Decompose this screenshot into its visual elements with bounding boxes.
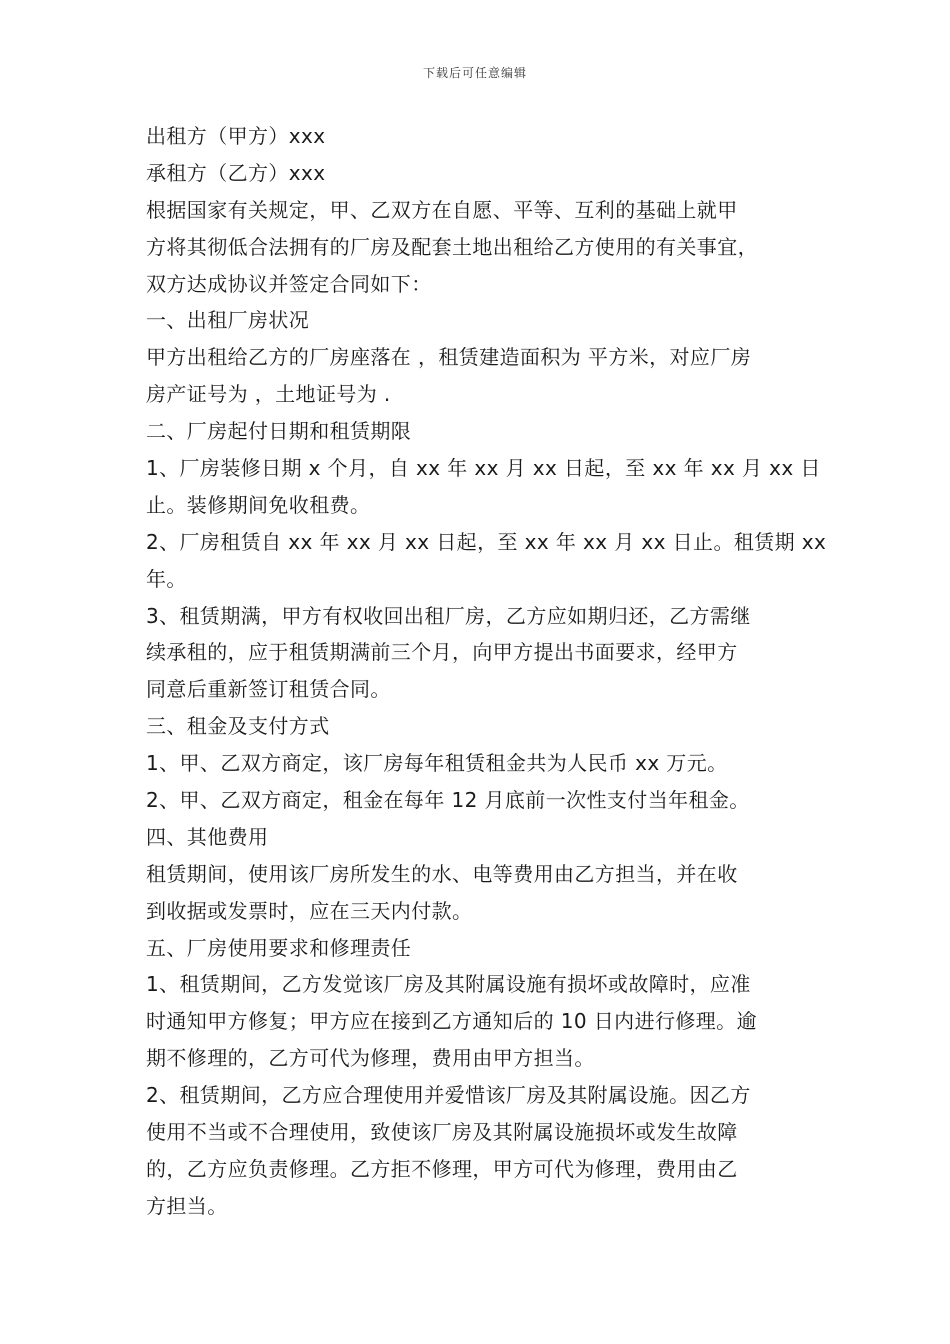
clause-line: 期不修理的，乙方可代为修理，费用由甲方担当。 [146,1046,595,1071]
section-heading: 一、出租厂房状况 [146,308,310,333]
paragraph-line: 房产证号为 ，土地证号为 . [146,382,391,407]
section-heading: 四、其他费用 [146,824,269,849]
paragraph-line: 甲方出租给乙方的厂房座落在 ，租赁建造面积为 平方米，对应厂房 [146,345,752,370]
clause-line: 年。 [146,566,187,591]
clause-line: 2、厂房租赁自 xx 年 xx 月 xx 日起，至 xx 年 xx 月 xx 日止。租赁期 xx [146,529,827,554]
page-header-note: 下载后可任意编辑 [422,66,527,80]
preamble-line: 根据国家有关规定，甲、乙双方在自愿、平等、互利的基础上就甲 [146,197,738,222]
lessor-line: 出租方（甲方）xxx [146,124,326,148]
clause-line: 1、甲、乙双方商定，该厂房每年租赁租金共为人民币 xx 万元。 [146,751,728,776]
clause-line: 方担当。 [146,1193,228,1218]
lessee-line: 承租方（乙方）xxx [146,160,326,185]
section-heading: 三、租金及支付方式 [146,714,330,739]
clause-line: 续承租的，应于租赁期满前三个月，向甲方提出书面要求，经甲方 [146,640,738,665]
clause-line: 使用不当或不合理使用，致使该厂房及其附属设施损坏或发生故障 [146,1120,738,1145]
paragraph-line: 到收据或发票时，应在三天内付款。 [146,898,473,923]
clause-line: 时通知甲方修复；甲方应在接到乙方通知后的 10 日内进行修理。逾 [146,1009,757,1034]
paragraph-line: 租赁期间，使用该厂房所发生的水、电等费用由乙方担当，并在收 [146,861,738,886]
clause-line: 的，乙方应负责修理。乙方拒不修理，甲方可代为修理，费用由乙 [146,1156,738,1181]
section-heading: 五、厂房使用要求和修理责任 [146,935,412,960]
section-heading: 二、厂房起付日期和租赁期限 [146,419,412,444]
clause-line: 同意后重新签订租赁合同。 [146,677,391,702]
clause-line: 1、租赁期间，乙方发觉该厂房及其附属设施有损坏或故障时，应准 [146,972,751,997]
clause-line: 止。装修期间免收租费。 [146,492,371,517]
clause-line: 1、厂房装修日期 x 个月，自 xx 年 xx 月 xx 日起，至 xx 年 xx 月 xx 日 [146,456,821,481]
preamble-line: 方将其彻低合法拥有的厂房及配套土地出租给乙方使用的有关事宜， [146,234,758,259]
clause-line: 2、租赁期间，乙方应合理使用并爱惜该厂房及其附属设施。因乙方 [146,1083,751,1108]
preamble-line: 双方达成协议并签定合同如下： [146,271,432,296]
document-body [146,118,826,1225]
clause-line: 2、甲、乙双方商定，租金在每年 12 月底前一次性支付当年租金。 [146,788,750,813]
clause-line: 3、租赁期满，甲方有权收回出租厂房，乙方应如期归还，乙方需继 [146,603,751,628]
